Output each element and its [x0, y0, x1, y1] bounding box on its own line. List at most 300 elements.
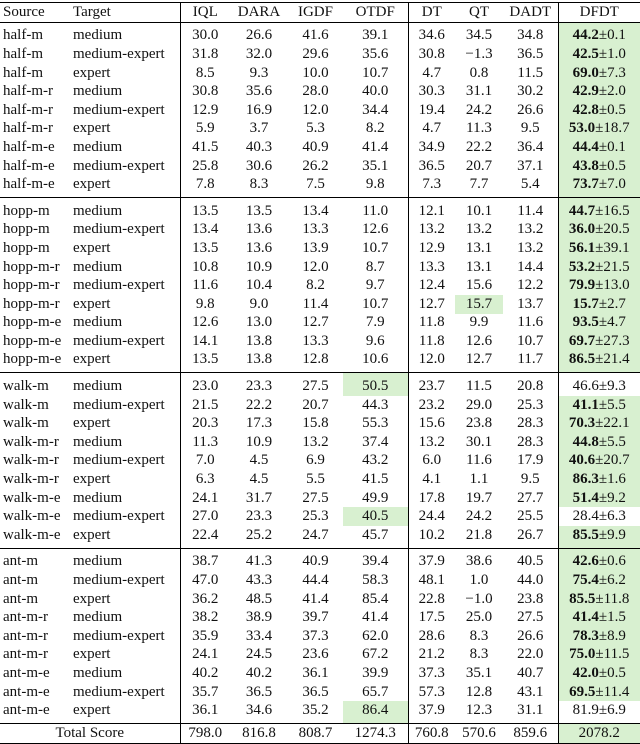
cell-dfdt: [558, 276, 640, 295]
cell-source: walk-m-r: [3, 433, 59, 450]
cell-target: medium-expert: [73, 221, 165, 238]
cell-target: medium-expert: [73, 508, 165, 525]
cell-dt: 7.3: [408, 175, 455, 197]
dfdt-mean: 28.4: [572, 508, 599, 525]
dfdt-mean: 75.4: [572, 572, 599, 589]
dfdt-mean: 44.2: [572, 27, 599, 44]
cell-iql: 31.8: [180, 45, 230, 64]
cell-dara: 13.5: [245, 202, 273, 219]
cell-dt: 15.6: [408, 414, 455, 433]
dfdt-std: ±27.3: [595, 332, 630, 349]
total-dara: 816.8: [242, 724, 276, 741]
total-dfdt: 2078.2: [558, 723, 640, 743]
table-row: [0, 221, 640, 240]
cell-target: medium-expert: [73, 452, 165, 469]
dfdt-std: ±0.6: [598, 553, 626, 570]
cell-dfdt: [558, 175, 640, 197]
cell-qt: 30.1: [465, 433, 493, 450]
cell-iql: 7.8: [180, 175, 230, 197]
cell-dadt: 5.4: [520, 176, 540, 193]
cell-dadt: 40.7: [517, 664, 544, 681]
cell-qt: 23.8: [465, 415, 493, 432]
table-row: [0, 683, 640, 702]
cell-dadt: 20.8: [517, 378, 544, 395]
cell-source: hopp-m-e: [3, 351, 62, 368]
table-row: [0, 314, 640, 333]
table-row: [0, 101, 640, 120]
dfdt-std: ±7.0: [598, 176, 626, 193]
cell-otdf: 34.4: [362, 101, 389, 118]
cell-dara: 22.2: [245, 396, 273, 413]
table-row: [0, 373, 640, 396]
cell-dara: 25.2: [245, 526, 273, 543]
cell-source: half-m-e: [3, 138, 55, 155]
dfdt-std: ±18.7: [595, 120, 630, 137]
cell-iql: 38.2: [180, 608, 230, 627]
cell-otdf: 65.7: [362, 683, 389, 700]
cell-otdf: 39.9: [362, 664, 389, 681]
cell-iql: 13.5: [180, 239, 230, 258]
cell-dara: 35.6: [245, 83, 273, 100]
cell-igdf: 41.4: [302, 590, 329, 607]
table-row: [0, 452, 640, 471]
cell-otdf: 11.0: [362, 202, 389, 219]
cell-dt: 6.0: [408, 452, 455, 471]
cell-dt: 4.1: [408, 470, 455, 489]
dfdt-std: ±9.2: [598, 489, 626, 506]
table-row: [0, 627, 640, 646]
cell-otdf: 40.5: [343, 507, 408, 526]
table-row: [0, 396, 640, 415]
cell-dfdt: [558, 590, 640, 609]
cell-otdf: 44.3: [362, 396, 389, 413]
cell-qt: 21.8: [465, 526, 493, 543]
cell-dfdt: [558, 664, 640, 683]
cell-otdf: 55.3: [362, 415, 389, 432]
cell-iql: 5.9: [180, 120, 230, 139]
cell-iql: 22.4: [180, 526, 230, 548]
cell-qt: 12.7: [465, 351, 493, 368]
cell-dfdt: [558, 701, 640, 723]
cell-dt: 17.5: [408, 608, 455, 627]
cell-iql: 11.6: [180, 276, 230, 295]
cell-qt: 11.5: [466, 378, 492, 395]
dfdt-std: ±20.5: [595, 221, 630, 238]
dfdt-std: ±1.0: [598, 45, 626, 62]
cell-qt: 8.3: [469, 627, 489, 644]
cell-otdf: 49.9: [362, 489, 389, 506]
cell-otdf: 41.4: [362, 138, 389, 155]
cell-dt: 13.3: [408, 258, 455, 277]
cell-dadt: 13.2: [517, 221, 544, 238]
cell-otdf: 43.2: [362, 452, 389, 469]
cell-otdf: 67.2: [362, 646, 389, 663]
cell-source: ant-m-r: [3, 646, 48, 663]
table-row: [0, 701, 640, 723]
cell-igdf: 27.5: [302, 489, 329, 506]
cell-dara: 26.6: [245, 27, 273, 44]
cell-dadt: 14.4: [517, 258, 544, 275]
table-row: [0, 470, 640, 489]
cell-iql: 8.5: [180, 64, 230, 83]
cell-dt: 23.7: [408, 373, 455, 396]
cell-qt: 12.6: [465, 332, 493, 349]
cell-target: medium: [73, 27, 123, 44]
cell-otdf: 62.0: [362, 627, 389, 644]
cell-igdf: 26.2: [302, 157, 329, 174]
header-dadt: DADT: [509, 3, 552, 20]
row-group: [0, 22, 640, 197]
cell-iql: 21.5: [180, 396, 230, 415]
cell-target: expert: [73, 590, 111, 607]
cell-target: medium: [73, 378, 123, 395]
cell-dara: 4.5: [249, 452, 269, 469]
cell-igdf: 37.3: [302, 627, 329, 644]
dfdt-mean: 36.0: [568, 221, 596, 238]
total-label: Total Score: [55, 724, 124, 741]
cell-target: medium: [73, 553, 123, 570]
cell-otdf: 41.5: [362, 471, 389, 488]
dfdt-std: ±9.3: [598, 378, 626, 395]
cell-source: half-m-e: [3, 157, 55, 174]
cell-target: medium: [73, 664, 123, 681]
cell-iql: 14.1: [180, 332, 230, 351]
dfdt-mean: 73.7: [572, 176, 599, 193]
cell-igdf: 12.8: [302, 351, 329, 368]
cell-iql: 36.2: [180, 590, 230, 609]
dfdt-std: ±2.0: [598, 83, 626, 100]
cell-dadt: 27.5: [517, 609, 544, 626]
cell-qt: 11.6: [466, 452, 492, 469]
cell-igdf: 7.5: [306, 176, 325, 193]
header-source: Source: [3, 3, 45, 20]
cell-iql: 24.1: [180, 489, 230, 508]
cell-dara: 10.9: [245, 433, 273, 450]
dfdt-std: ±13.0: [595, 277, 630, 294]
dfdt-mean: 51.4: [572, 489, 599, 506]
cell-qt: 13.1: [465, 258, 493, 275]
cell-dara: 13.0: [245, 314, 273, 331]
cell-dt: 17.8: [408, 489, 455, 508]
row-group: [0, 373, 640, 548]
cell-igdf: 36.1: [302, 664, 329, 681]
cell-target: medium: [73, 138, 123, 155]
cell-dt: 36.5: [408, 157, 455, 176]
cell-dt: 11.8: [408, 314, 455, 333]
cell-dadt: 44.0: [517, 572, 544, 589]
cell-dfdt: [558, 470, 640, 489]
dfdt-mean: 42.0: [572, 664, 599, 681]
cell-dt: 37.9: [408, 548, 455, 571]
cell-iql: 10.8: [180, 258, 230, 277]
cell-otdf: 9.6: [365, 332, 385, 349]
cell-source: ant-m-e: [3, 702, 50, 719]
dfdt-mean: 78.3: [572, 627, 599, 644]
cell-dfdt: [558, 452, 640, 471]
cell-source: ant-m-e: [3, 683, 50, 700]
cell-igdf: 13.3: [302, 332, 329, 349]
cell-dara: 40.2: [245, 664, 273, 681]
cell-dadt: 26.6: [517, 101, 544, 118]
cell-dadt: 11.6: [517, 314, 544, 331]
cell-igdf: 5.5: [306, 471, 325, 488]
cell-dfdt: [558, 101, 640, 120]
cell-dara: 23.3: [245, 508, 273, 525]
cell-qt: 10.1: [465, 202, 493, 219]
dfdt-std: ±11.5: [595, 646, 630, 663]
cell-otdf: 7.9: [365, 314, 385, 331]
cell-source: ant-m: [3, 572, 38, 589]
cell-source: walk-m: [3, 396, 49, 413]
cell-dadt: 25.3: [517, 396, 544, 413]
cell-dara: 33.4: [245, 627, 273, 644]
dfdt-mean: 42.8: [572, 101, 599, 118]
cell-dadt: 43.1: [517, 683, 544, 700]
cell-dadt: 11.4: [517, 202, 544, 219]
cell-dara: 36.5: [245, 683, 273, 700]
dfdt-mean: 44.8: [572, 433, 599, 450]
dfdt-std: ±0.5: [598, 664, 626, 681]
dfdt-std: ±0.1: [598, 27, 626, 44]
cell-source: hopp-m-r: [3, 277, 60, 294]
cell-qt: 1.1: [469, 471, 489, 488]
cell-dadt: 11.7: [517, 351, 544, 368]
table-row: [0, 258, 640, 277]
cell-iql: 13.5: [180, 197, 230, 220]
table-row: [0, 664, 640, 683]
dfdt-mean: 43.8: [572, 157, 599, 174]
table-row: [0, 590, 640, 609]
table-footer: [0, 723, 640, 743]
cell-dfdt: [558, 548, 640, 571]
cell-qt: 35.1: [465, 664, 493, 681]
cell-igdf: 13.2: [302, 433, 329, 450]
cell-otdf: 41.4: [362, 609, 389, 626]
cell-iql: 38.7: [180, 548, 230, 571]
cell-dadt: 17.9: [517, 452, 544, 469]
cell-target: expert: [73, 351, 111, 368]
dfdt-std: ±1.5: [598, 609, 626, 626]
cell-dfdt: [558, 314, 640, 333]
cell-dadt: 26.7: [517, 526, 544, 543]
dfdt-std: ±11.8: [595, 590, 630, 607]
cell-target: medium-expert: [73, 45, 165, 62]
header-target: Target: [73, 3, 111, 20]
cell-dadt: 22.0: [517, 646, 544, 663]
cell-iql: 7.0: [180, 452, 230, 471]
cell-qt: 15.7: [455, 295, 503, 314]
header-qt: QT: [469, 3, 489, 20]
cell-source: half-m-e: [3, 176, 55, 193]
cell-otdf: 8.2: [365, 120, 385, 137]
cell-target: expert: [73, 646, 111, 663]
table-row: [0, 120, 640, 139]
cell-source: half-m-r: [3, 101, 53, 118]
cell-igdf: 13.3: [302, 221, 329, 238]
cell-dfdt: [558, 608, 640, 627]
cell-dt: 28.6: [408, 627, 455, 646]
total-qt: 570.6: [462, 724, 496, 741]
table-row: [0, 414, 640, 433]
cell-dfdt: [558, 22, 640, 45]
row-group: [0, 197, 640, 372]
cell-dadt: 23.8: [517, 590, 544, 607]
cell-dara: 13.8: [245, 332, 273, 349]
dfdt-std: ±6.3: [598, 508, 626, 525]
dfdt-std: ±6.2: [598, 572, 626, 589]
dfdt-mean: 86.5: [568, 351, 596, 368]
cell-dara: 23.3: [245, 378, 273, 395]
cell-dt: 37.3: [408, 664, 455, 683]
row-group: [0, 548, 640, 723]
cell-dadt: 28.3: [517, 433, 544, 450]
cell-dt: 34.9: [408, 138, 455, 157]
dfdt-std: ±0.5: [598, 157, 626, 174]
cell-dfdt: [558, 239, 640, 258]
cell-igdf: 12.7: [302, 314, 329, 331]
cell-qt: 12.8: [465, 683, 493, 700]
dfdt-mean: 46.6: [572, 378, 599, 395]
cell-dadt: 10.7: [517, 332, 544, 349]
cell-source: hopp-m-r: [3, 258, 60, 275]
cell-qt: 38.6: [465, 553, 493, 570]
cell-dara: 32.0: [245, 45, 273, 62]
cell-igdf: 12.0: [302, 258, 329, 275]
cell-igdf: 35.2: [302, 702, 329, 719]
cell-igdf: 40.9: [302, 553, 329, 570]
dfdt-std: ±8.9: [598, 627, 626, 644]
cell-source: ant-m: [3, 590, 38, 607]
cell-dara: 48.5: [245, 590, 273, 607]
cell-iql: 36.1: [180, 701, 230, 723]
cell-dara: 16.9: [245, 101, 273, 118]
cell-dfdt: [558, 526, 640, 548]
dfdt-mean: 15.7: [572, 295, 599, 312]
cell-igdf: 36.5: [302, 683, 329, 700]
table-row: [0, 489, 640, 508]
cell-source: ant-m: [3, 553, 38, 570]
cell-dfdt: [558, 157, 640, 176]
cell-otdf: 50.5: [343, 373, 408, 396]
cell-dfdt: [558, 295, 640, 314]
cell-qt: 12.3: [465, 702, 493, 719]
table-row: [0, 332, 640, 351]
table-row: [0, 276, 640, 295]
dfdt-mean: 40.6: [568, 452, 596, 469]
cell-target: medium-expert: [73, 332, 165, 349]
table-row: [0, 138, 640, 157]
total-iql: 798.0: [180, 723, 230, 743]
cell-dt: 12.1: [408, 197, 455, 220]
cell-source: walk-m-r: [3, 452, 59, 469]
cell-otdf: 12.6: [362, 221, 389, 238]
table-header: [0, 3, 640, 23]
table-row: [0, 351, 640, 373]
cell-igdf: 15.8: [302, 415, 329, 432]
cell-dfdt: [558, 489, 640, 508]
cell-dt: 57.3: [408, 683, 455, 702]
cell-iql: 13.4: [180, 221, 230, 240]
cell-dara: 9.3: [249, 64, 269, 81]
cell-dara: 13.6: [245, 221, 273, 238]
cell-target: expert: [73, 64, 111, 81]
header-dfdt: DFDT: [558, 3, 640, 23]
cell-dt: 13.2: [408, 221, 455, 240]
cell-qt: 13.1: [465, 239, 493, 256]
cell-iql: 35.9: [180, 627, 230, 646]
cell-dara: 31.7: [245, 489, 273, 506]
cell-iql: 27.0: [180, 507, 230, 526]
cell-dt: 11.8: [408, 332, 455, 351]
cell-target: medium-expert: [73, 396, 165, 413]
cell-iql: 30.8: [180, 82, 230, 101]
cell-qt: 7.7: [469, 176, 489, 193]
cell-qt: 34.5: [465, 27, 493, 44]
total-igdf: 808.7: [298, 724, 333, 741]
cell-igdf: 23.6: [302, 646, 329, 663]
cell-dadt: 9.5: [520, 471, 540, 488]
cell-otdf: 8.7: [365, 258, 385, 275]
cell-dfdt: [558, 571, 640, 590]
cell-qt: 24.2: [465, 101, 493, 118]
cell-dara: 34.6: [245, 702, 273, 719]
dfdt-mean: 53.0: [568, 120, 596, 137]
cell-igdf: 39.7: [302, 609, 329, 626]
cell-source: ant-m-e: [3, 664, 50, 681]
cell-target: medium-expert: [73, 627, 165, 644]
cell-dt: 12.7: [408, 295, 455, 314]
cell-dara: 4.5: [249, 471, 269, 488]
cell-source: half-m-r: [3, 120, 53, 137]
cell-qt: 25.0: [465, 609, 493, 626]
cell-otdf: 37.4: [362, 433, 389, 450]
cell-iql: 23.0: [180, 373, 230, 396]
dfdt-mean: 44.7: [568, 202, 596, 219]
cell-source: walk-m: [3, 415, 49, 432]
cell-dara: 3.7: [249, 120, 269, 137]
cell-target: medium-expert: [73, 683, 165, 700]
dfdt-mean: 69.0: [572, 64, 599, 81]
cell-otdf: 9.8: [365, 176, 385, 193]
cell-dfdt: [558, 683, 640, 702]
cell-dt: 37.9: [408, 701, 455, 723]
total-dadt: 859.6: [513, 724, 548, 741]
cell-source: hopp-m-e: [3, 332, 62, 349]
cell-dadt: 36.4: [517, 138, 544, 155]
cell-dt: 21.2: [408, 646, 455, 665]
table-row: [0, 646, 640, 665]
cell-dt: 23.2: [408, 396, 455, 415]
cell-dara: 38.9: [245, 609, 273, 626]
dfdt-mean: 56.1: [568, 239, 596, 256]
cell-otdf: 10.7: [362, 64, 389, 81]
cell-otdf: 10.6: [362, 351, 389, 368]
cell-target: medium: [73, 202, 123, 219]
dfdt-std: ±1.6: [598, 471, 626, 488]
results-table: [0, 2, 640, 744]
cell-igdf: 29.6: [302, 45, 329, 62]
cell-dfdt: [558, 396, 640, 415]
dfdt-std: ±11.4: [595, 683, 630, 700]
cell-dfdt: [558, 433, 640, 452]
cell-dfdt: [558, 197, 640, 220]
cell-igdf: 12.0: [302, 101, 329, 118]
dfdt-mean: 42.9: [572, 83, 599, 100]
dfdt-mean: 69.7: [568, 332, 596, 349]
cell-qt: 24.2: [465, 508, 493, 525]
cell-target: expert: [73, 295, 111, 312]
cell-target: medium-expert: [73, 572, 165, 589]
